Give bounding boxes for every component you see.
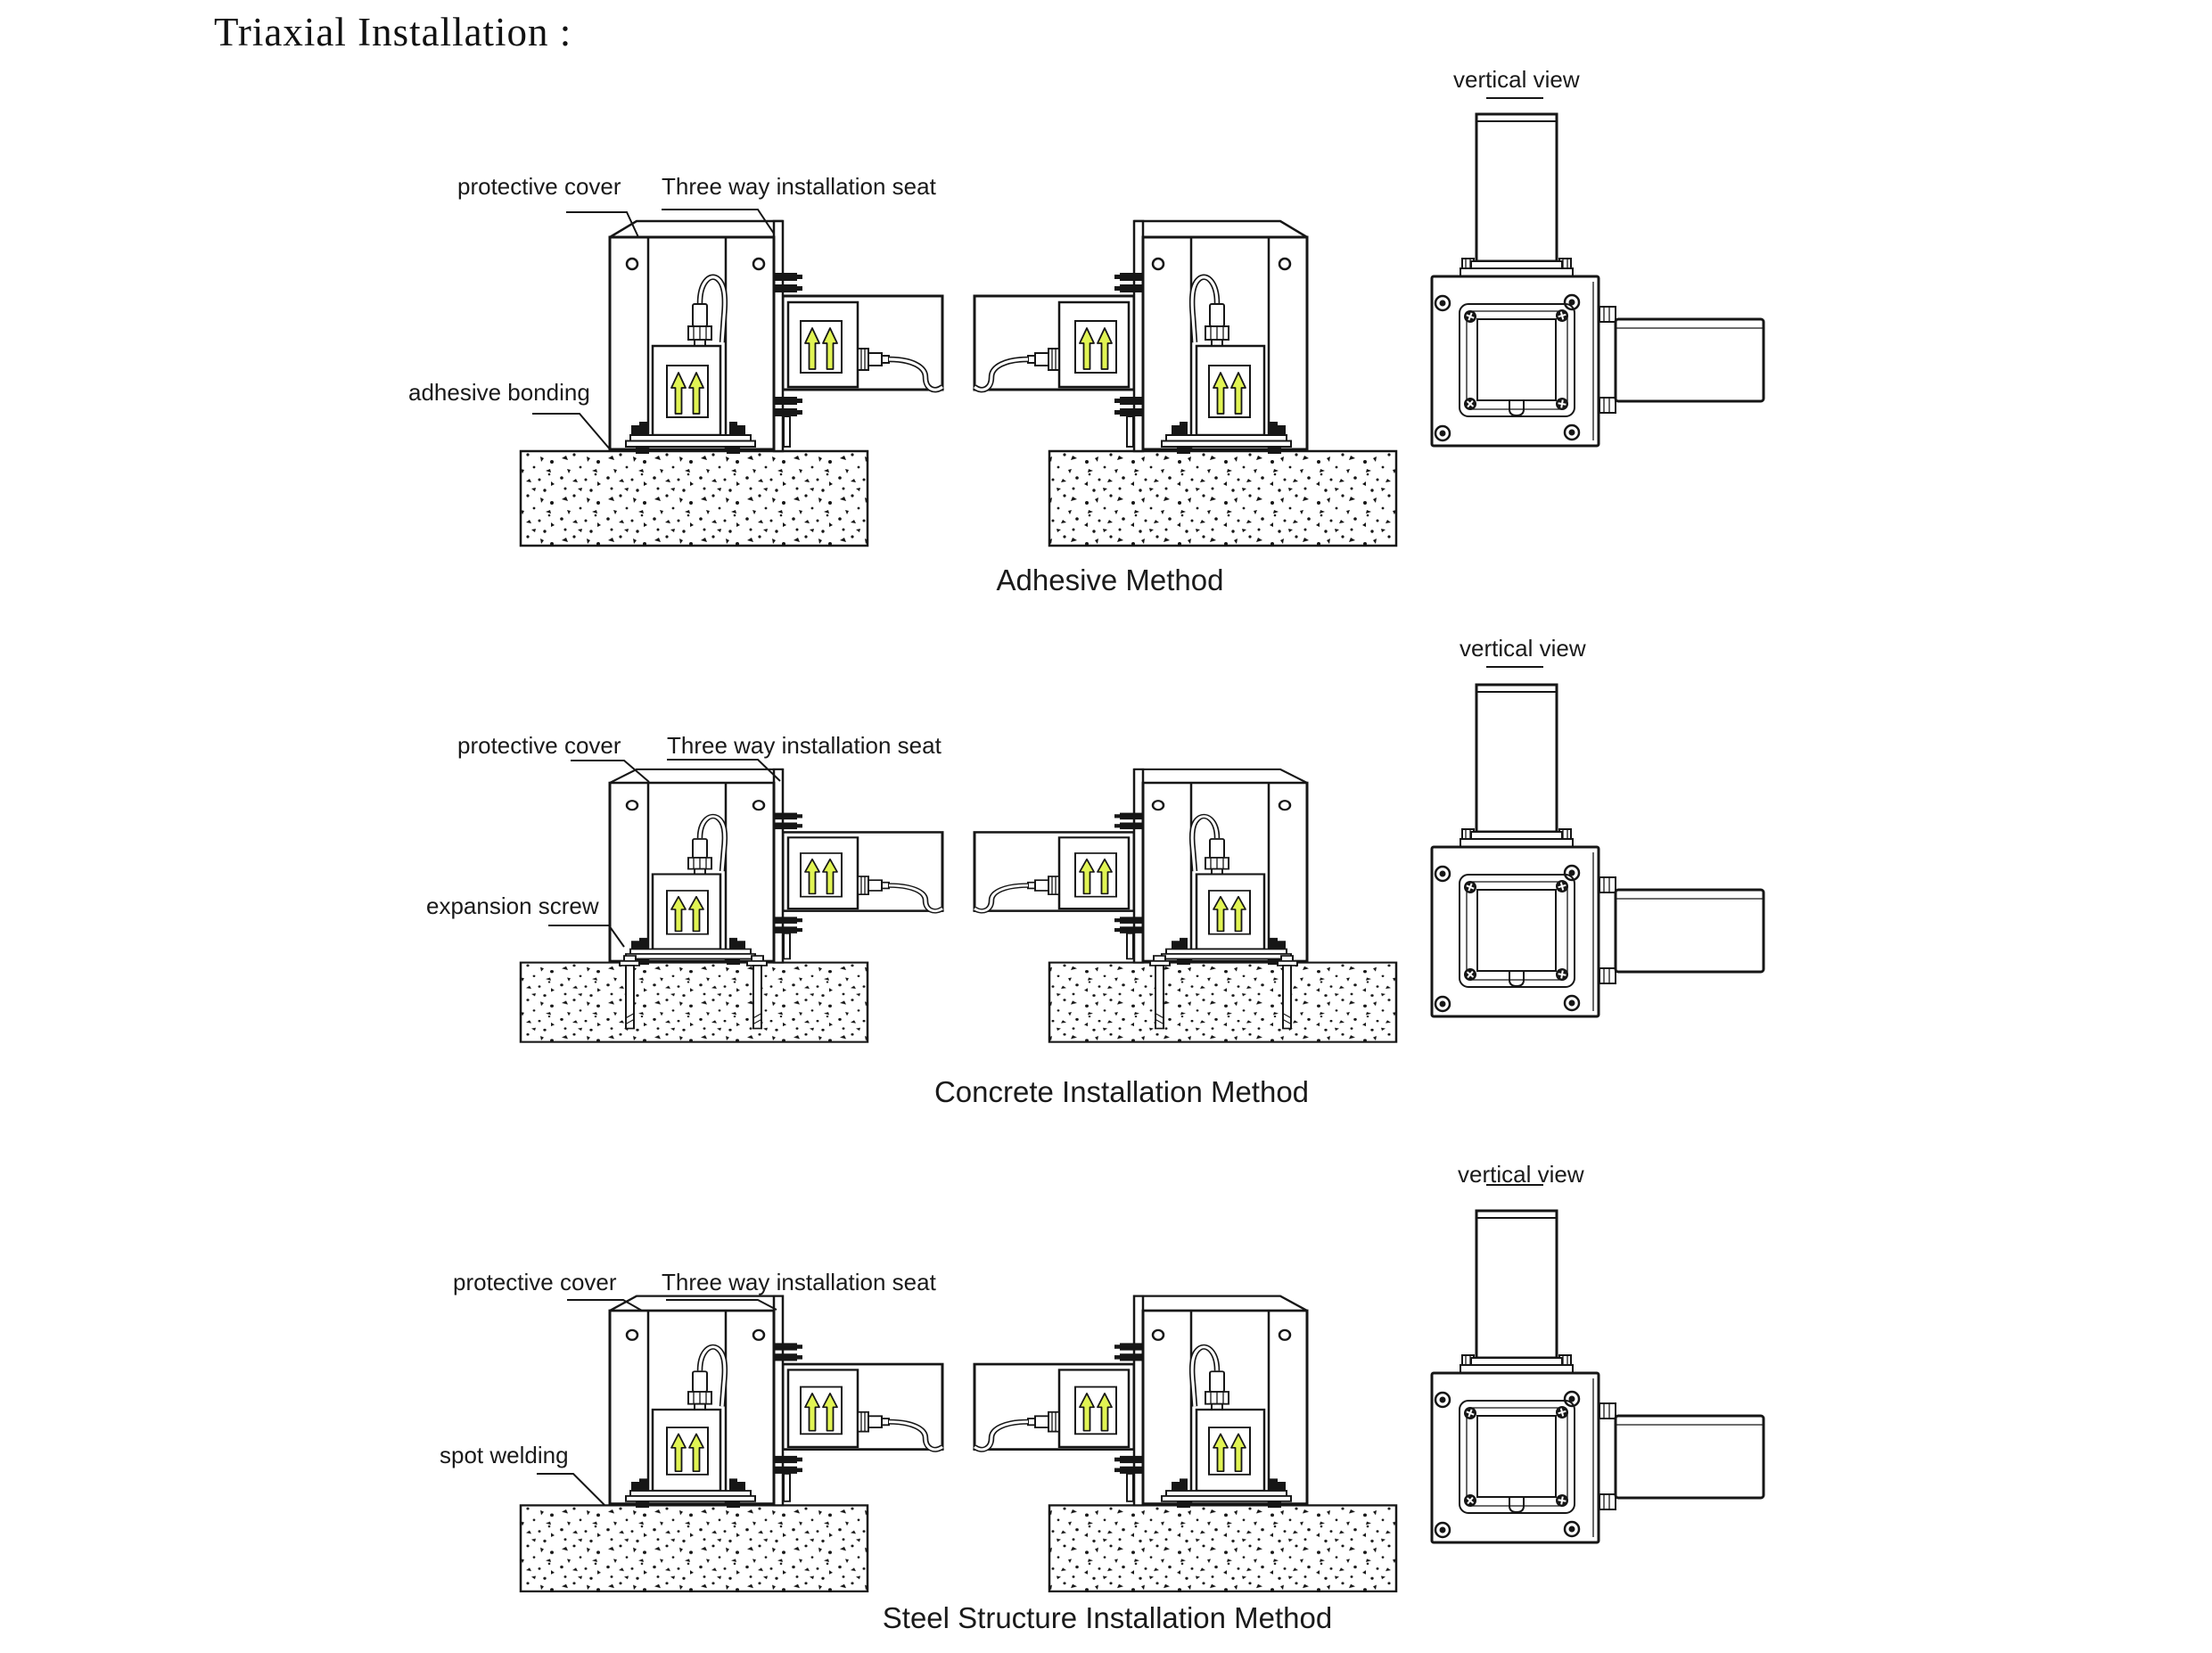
leader-adhesive-bonding <box>532 414 611 450</box>
adhesive-vertical-view <box>1432 114 1764 446</box>
leader-installation-seat <box>667 760 780 781</box>
label-installation-seat: Three way installation seat <box>667 732 942 759</box>
label-protective-cover: protective cover <box>457 732 621 759</box>
caption-adhesive-method: Adhesive Method <box>996 563 1224 596</box>
page-title: Triaxial Installation : <box>214 10 572 54</box>
label-protective-cover: protective cover <box>453 1269 617 1295</box>
label-installation-seat: Three way installation seat <box>662 173 936 200</box>
row-concrete <box>521 667 1764 1042</box>
steel-vertical-view <box>1432 1211 1764 1542</box>
leader-protective-cover <box>571 761 649 782</box>
label-adhesive-bonding: adhesive bonding <box>408 379 590 406</box>
concrete-side-view-right <box>974 769 1396 1042</box>
adhesive-side-view-right <box>974 221 1396 546</box>
leader-protective-cover <box>567 1300 642 1311</box>
caption-steel-method: Steel Structure Installation Method <box>882 1601 1333 1634</box>
label-expansion-screw: expansion screw <box>426 892 599 919</box>
label-installation-seat: Three way installation seat <box>662 1269 936 1295</box>
leader-spot-welding <box>537 1474 604 1505</box>
steel-side-view-left <box>521 1296 942 1591</box>
leader-installation-seat <box>666 1300 777 1310</box>
row-adhesive <box>521 98 1764 546</box>
label-spot-welding: spot welding <box>440 1442 569 1468</box>
concrete-vertical-view <box>1432 685 1764 1016</box>
label-vertical-view: vertical view <box>1460 635 1586 662</box>
label-vertical-view: vertical view <box>1458 1161 1584 1188</box>
label-vertical-view: vertical view <box>1453 66 1580 93</box>
leader-protective-cover <box>566 212 638 237</box>
steel-side-view-right <box>974 1296 1396 1591</box>
label-protective-cover: protective cover <box>457 173 621 200</box>
row-steel <box>521 1185 1764 1591</box>
caption-concrete-method: Concrete Installation Method <box>933 1075 1310 1108</box>
